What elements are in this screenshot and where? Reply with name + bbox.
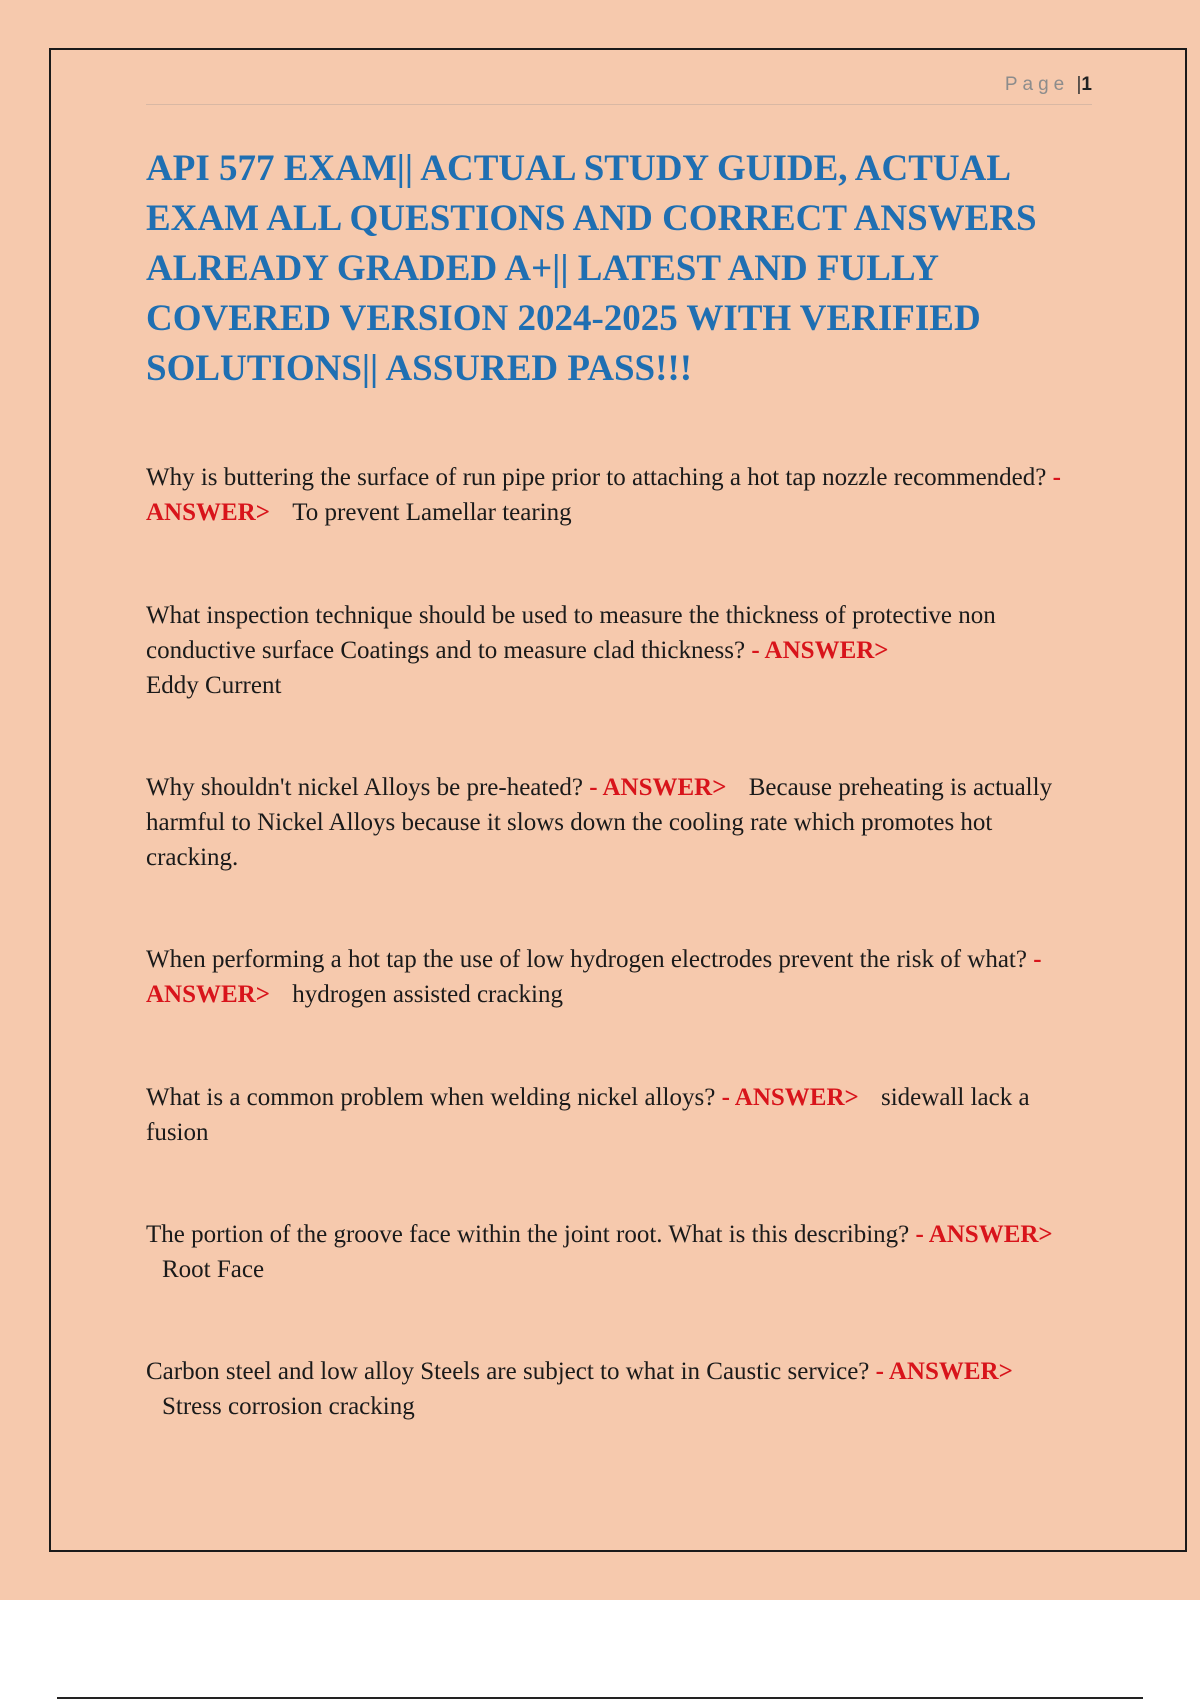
qa-item-2	[146, 598, 1086, 703]
answer-text: Because preheating is actually harmful to Nickel Alloys because it slows down the cooling rate which promotes hot cracking.	[146, 774, 1053, 871]
qa-item-7	[146, 1354, 1086, 1424]
page-separator: |	[1076, 74, 1082, 95]
page-header	[146, 74, 1092, 105]
answer-marker: - ANSWER>	[751, 637, 889, 664]
qa-item-6	[146, 1217, 1086, 1287]
question-text: Carbon steel and low alloy Steels are subject to what in Caustic service?	[146, 1358, 870, 1385]
question-text: The portion of the groove face within the joint root. What is this describing?	[146, 1221, 910, 1248]
page-number: 1	[1081, 74, 1092, 95]
answer-marker: - ANSWER>	[146, 946, 1042, 1008]
answer-marker: - ANSWER>	[875, 1358, 1013, 1385]
answer-marker: - ANSWER>	[721, 1084, 859, 1111]
bottom-divider	[57, 1697, 1143, 1699]
answer-marker: - ANSWER>	[146, 464, 1061, 526]
answer-text: sidewall lack a fusion	[146, 1084, 1030, 1146]
question-text: Why shouldn't nickel Alloys be pre-heated?	[146, 774, 584, 801]
answer-text: To prevent Lamellar tearing	[292, 499, 572, 526]
page-label: Page	[1004, 74, 1070, 95]
qa-item-5	[146, 1080, 1086, 1150]
answer-text: Eddy Current	[146, 672, 282, 699]
question-text: Why is buttering the surface of run pipe prior to attaching a hot tap nozzle recommended?	[146, 464, 1047, 491]
answer-marker: - ANSWER>	[915, 1221, 1053, 1248]
answer-text: Stress corrosion cracking	[162, 1393, 415, 1420]
question-text: What is a common problem when welding nickel alloys?	[146, 1084, 716, 1111]
answer-text: Root Face	[162, 1256, 265, 1283]
qa-item-4	[146, 942, 1086, 1012]
answer-text: hydrogen assisted cracking	[292, 981, 564, 1008]
document-title: API 577 EXAM|| ACTUAL STUDY GUIDE, ACTUAL EXAM ALL QUESTIONS AND CORRECT ANSWERS ALREADY GRADED A+|| LATEST AND FULLY COVERED VERSION 2024-2025 WITH VERIFIED SOLUTIONS|| ASSURED PASS!!!	[146, 148, 1037, 389]
question-text: When performing a hot tap the use of low hydrogen electrodes prevent the risk of what?	[146, 946, 1027, 973]
qa-item-1	[146, 460, 1086, 530]
question-text: What inspection technique should be used to measure the thickness of protective non conductive surface Coatings and to measure clad thickness?	[146, 602, 996, 664]
qa-item-3	[146, 770, 1086, 875]
answer-marker: - ANSWER>	[589, 774, 727, 801]
